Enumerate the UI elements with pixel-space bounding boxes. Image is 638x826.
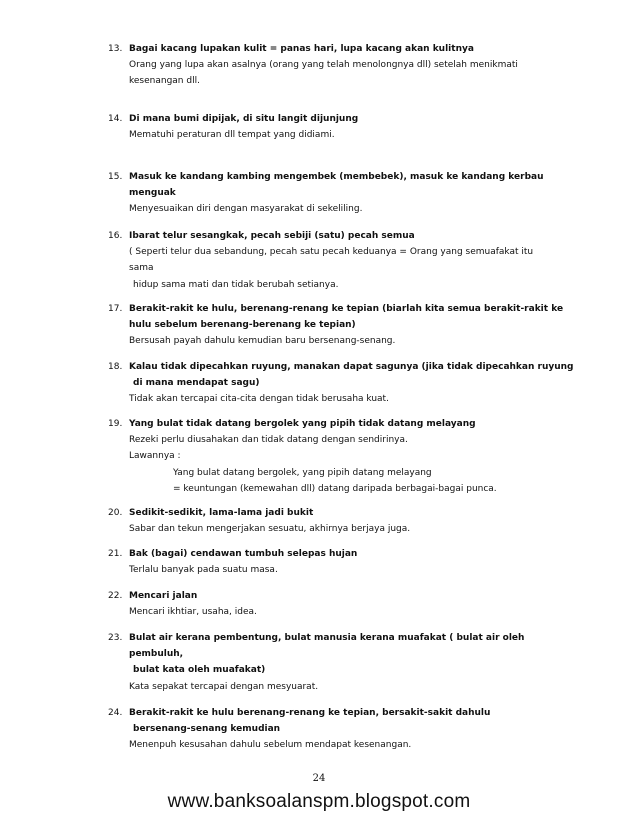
item-number: 21. [108,549,123,559]
item-number: 22. [108,591,123,601]
proverb-title: bulat kata oleh muafakat) [133,665,266,676]
proverb-title: menguak [129,188,176,199]
proverb-item [108,705,598,754]
meaning-line: Terlalu banyak pada suatu masa. [129,565,278,576]
proverb-item [108,41,598,90]
meaning-line: Mencari ikhtiar, usaha, idea. [129,607,257,618]
proverb-title: pembuluh, [129,649,184,660]
proverb-title: Sedikit-sedikit, lama-lama jadi bukit [129,508,314,518]
proverb-item [108,359,598,408]
meaning-line: Bersusah payah dahulu kemudian baru bersenang-senang. [129,336,396,347]
proverb-title: Bagai kacang lupakan kulit = panas hari, lupa kacang akan kulitnya [129,44,474,54]
meaning-line: Tidak akan tercapai cita-cita dengan tidak berusaha kuat. [129,394,389,405]
item-number: 17. [108,304,123,314]
proverb-title: bersenang-senang kemudian [133,724,281,735]
meaning-line: hidup sama mati dan tidak berubah setianya. [133,279,339,290]
proverb-item [108,546,598,578]
proverb-title: Ibarat telur sesangkak, pecah sebiji (satu) pecah semua [129,231,415,241]
meaning-line: Yang bulat datang bergolek, yang pipih datang melayang [173,467,432,478]
proverb-item [108,630,598,695]
proverb-title: Di mana bumi dipijak, di situ langit dijunjung [129,114,359,124]
item-number: 20. [108,508,123,518]
proverb-title: Bak (bagai) cendawan tumbuh selepas hujan [129,549,358,559]
meaning-line: Orang yang lupa akan asalnya (orang yang telah menolongnya dll) setelah menikmati [129,60,518,71]
page-number: 24 [312,773,326,784]
proverb-title: Berakit-rakit ke hulu, berenang-renang ke tepian (biarlah kita semua berakit-rakit ke [129,304,564,314]
proverb-item [108,505,598,537]
meaning-line: Menyesuaikan diri dengan masyarakat di sekeliling. [129,204,363,215]
proverb-item [108,169,598,218]
meaning-line: = keuntungan (kemewahan dll) datang daripada berbagai-bagai punca. [173,483,497,494]
proverb-item [108,111,598,143]
item-number: 19. [108,419,123,429]
proverb-item [108,588,598,620]
item-number: 23. [108,633,123,643]
meaning-line: ( Seperti telur dua sebandung, pecah satu pecah keduanya = Orang yang semuafakat itu [129,247,534,258]
meaning-line: Kata sepakat tercapai dengan mesyuarat. [129,681,319,692]
proverb-title: Masuk ke kandang kambing mengembek (membebek), masuk ke kandang kerbau [129,172,544,182]
meaning-line: sama [129,263,154,274]
proverb-item [108,228,598,293]
footer-url: www.banksoalanspm.blogspot.com [167,791,471,812]
item-number: 18. [108,362,123,372]
proverb-item [108,301,598,350]
proverb-title: Bulat air kerana pembentung, bulat manusia kerana muafakat ( bulat air oleh [129,633,525,643]
proverb-title: di mana mendapat sagu) [133,378,260,389]
item-number: 13. [108,44,123,54]
meaning-line: kesenangan dll. [129,76,200,87]
proverb-item [108,416,598,497]
item-number: 24. [108,708,123,718]
proverb-title: Berakit-rakit ke hulu berenang-renang ke tepian, bersakit-sakit dahulu [129,708,491,718]
meaning-line: Menenpuh kesusahan dahulu sebelum mendapat kesenangan. [129,740,412,751]
proverb-title: Yang bulat tidak datang bergolek yang pipih tidak datang melayang [129,419,476,429]
meaning-line: Mematuhi peraturan dll tempat yang didiami. [129,130,335,141]
item-number: 14. [108,114,123,124]
item-number: 15. [108,172,123,182]
meaning-line: Rezeki perlu diusahakan dan tidak datang dengan sendirinya. [129,435,408,446]
meaning-line: Lawannya : [129,451,181,462]
item-number: 16. [108,231,123,241]
proverb-title: Mencari jalan [129,591,198,601]
proverb-title: Kalau tidak dipecahkan ruyung, manakan dapat sagunya (jika tidak dipecahkan ruyung [129,362,574,372]
proverb-title: hulu sebelum berenang-berenang ke tepian) [129,320,356,331]
meaning-line: Sabar dan tekun mengerjakan sesuatu, akhirnya berjaya juga. [129,524,411,535]
